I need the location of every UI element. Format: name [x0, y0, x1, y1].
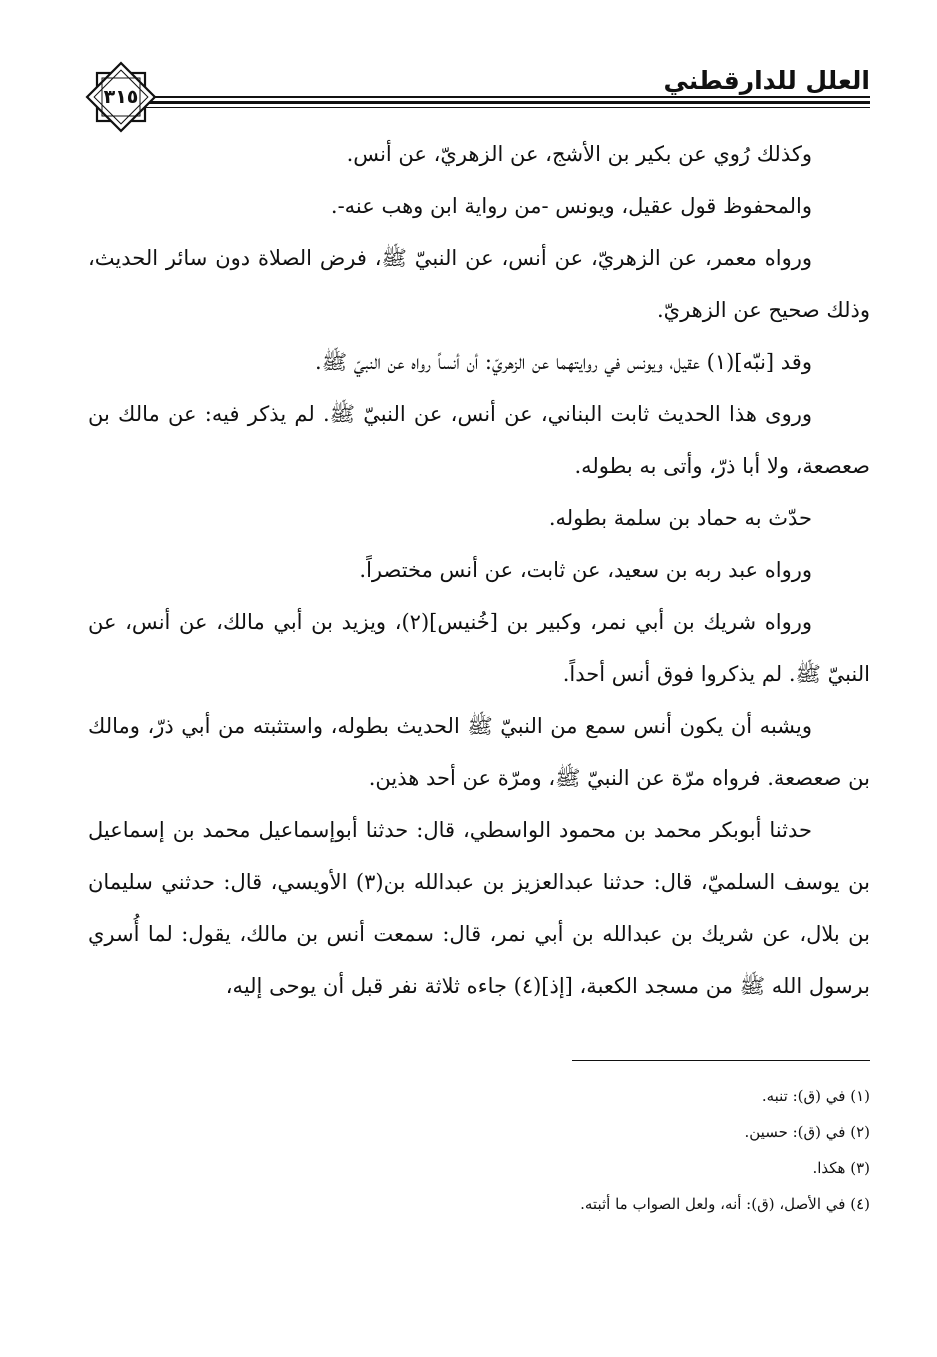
footnotes — [170, 1078, 870, 1222]
paragraph: ورواه شريك بن أبي نمر، وكبير بن [خُنيس](٢)، ويزيد بن أبي مالك، عن أنس، عن النبيّ ﷺ. لم يذكروا فوق أنس أحداً. — [88, 610, 870, 686]
paragraph: وقد [نبّه](١) عقيل، ويونس في روايتهما عن الزهريّ: أن أنساً رواه عن النبيّ ﷺ. — [315, 350, 812, 374]
paragraph: وروى هذا الحديث ثابت البناني، عن أنس، عن النبيّ ﷺ. لم يذكر فيه: عن مالك بن صعصعة، ولا أبا ذرّ، وأتى به بطوله. — [88, 402, 870, 478]
footnote: (٤) في الأصل، (ق): أنه، ولعل الصواب ما أثبته. — [580, 1195, 870, 1213]
footnote-separator — [572, 1060, 870, 1061]
header-rule — [146, 101, 870, 104]
header-rule — [146, 107, 870, 108]
header-rule — [146, 96, 870, 98]
page-number-badge — [84, 60, 158, 134]
main-text — [88, 128, 870, 1012]
page-number: ٣١٥ — [103, 86, 139, 108]
paragraph: حدثنا أبوبكر محمد بن محمود الواسطي، قال: حدثنا أبوإسماعيل محمد بن إسماعيل بن يوسف السلميّ، قال: حدثنا عبدالعزيز بن عبدالله بن(٣) الأويسي، قال: حدثني سليمان بن بلال، عن شريك بن عبدالله بن أبي نمر، قال: سمعت أنس بن مالك، يقول: لما أُسري برسول الله ﷺ من مسجد الكعبة، [إذ](٤) جاءه ثلاثة نفر قبل أن يوحى إليه، — [88, 818, 870, 998]
paragraph: ورواه عبد ربه بن سعيد، عن ثابت، عن أنس مختصراً. — [359, 558, 812, 582]
footnote: (٣) هكذا. — [812, 1159, 870, 1177]
paragraph: ويشبه أن يكون أنس سمع من النبيّ ﷺ الحديث بطوله، واستثبته من أبي ذرّ، ومالك بن صعصعة. فرواه مرّة عن النبيّ ﷺ، ومرّة عن أحد هذين. — [88, 714, 870, 790]
footnote: (١) في (ق): تنبه. — [761, 1087, 870, 1105]
running-header — [84, 60, 870, 130]
paragraph: حدّث به حماد بن سلمة بطوله. — [548, 506, 812, 530]
paragraph: وكذلك رُوي عن بكير بن الأشج، عن الزهريّ، عن أنس. — [346, 142, 812, 166]
paragraph: والمحفوظ قول عقيل، ويونس -من رواية ابن وهب عنه-. — [330, 194, 812, 218]
paragraph: ورواه معمر، عن الزهريّ، عن أنس، عن النبيّ ﷺ، فرض الصلاة دون سائر الحديث، وذلك صحيح عن الزهريّ. — [88, 246, 870, 322]
footnote: (٢) في (ق): حسين. — [744, 1123, 870, 1141]
book-title: العلل للدارقطني — [663, 66, 870, 95]
